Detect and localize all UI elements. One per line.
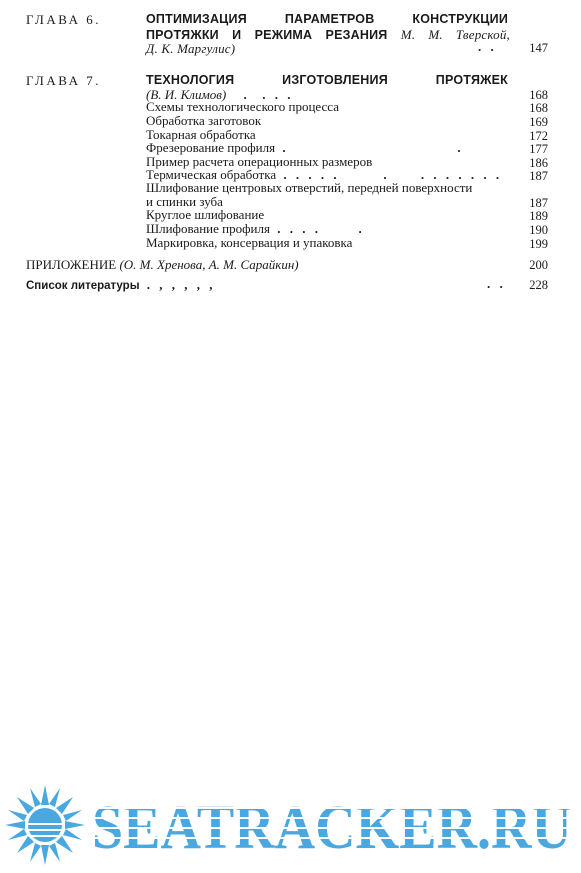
toc-entry-page: 190 [529, 223, 548, 237]
toc-entry: Обработка заготовок [146, 113, 262, 128]
chapter-7-label: ГЛАВА 7. [26, 73, 101, 88]
toc-entry-page: 177 [529, 142, 548, 156]
chapter-7-page: 168 [529, 88, 548, 102]
toc-entry-text: Фрезерование профиля [146, 140, 276, 155]
toc-entry-page: 187 [529, 196, 548, 210]
watermark-text: SEATRACKER.RU [92, 794, 572, 862]
appendix-page: 200 [529, 258, 548, 272]
leader-dots: . . [478, 39, 497, 54]
references-row [26, 277, 215, 293]
toc-entry: Шлифование центровых отверстий, передней поверхности [146, 180, 473, 195]
chapter-6-title-line3 [146, 41, 235, 57]
references-label: Список литературы [26, 280, 140, 292]
leader-dots: . . . . . [277, 221, 365, 236]
toc-entry-page: 199 [529, 237, 548, 251]
references-page: 228 [529, 278, 548, 292]
toc-entry-text: Шлифование профиля [146, 221, 270, 236]
toc-entry [146, 222, 365, 236]
toc-entry: Пример расчета операционных размеров [146, 154, 373, 169]
chapter-6-page: 147 [529, 41, 548, 55]
toc-entry-page: 172 [529, 129, 548, 143]
leader-dots: . . . . [243, 87, 294, 102]
leader-dots: . . [487, 276, 506, 291]
toc-entry-page: 168 [529, 101, 548, 115]
appendix-authors: (О. М. Хренова, А. М. Сарайкин) [119, 257, 299, 272]
leader-dots: . , , , , , [146, 277, 216, 292]
toc-entry-page: 187 [529, 169, 548, 183]
chapter-6-title-bold: ПРОТЯЖКИ И РЕЖИМА РЕЗАНИЯ [146, 28, 388, 42]
toc-entry-page: 186 [529, 156, 548, 170]
watermark [0, 778, 581, 868]
toc-entry: Круглое шлифование [146, 207, 265, 222]
appendix-label: ПРИЛОЖЕНИЕ [26, 257, 117, 272]
chapter-7-author: (В. И. Климов) [146, 87, 227, 102]
sun-icon [5, 785, 85, 865]
chapter-6-label: ГЛАВА 6. [26, 12, 101, 27]
toc-entry: и спинки зуба [146, 194, 223, 209]
leader-dots: . . [282, 140, 464, 155]
chapter-6-author-1: М. М. Тверской, [400, 27, 510, 42]
toc-entry: Токарная обработка [146, 127, 256, 142]
toc-entry-text: Термическая обработка [146, 167, 277, 182]
toc-entry: Маркировка, консервация и упаковка [146, 235, 353, 250]
watermark-graphic [0, 778, 581, 868]
chapter-7-title: ТЕХНОЛОГИЯ ИЗГОТОВЛЕНИЯ ПРОТЯЖЕК [146, 73, 508, 87]
toc-entry [146, 141, 464, 155]
toc-entry: Схемы технологического процесса [146, 99, 339, 114]
appendix-row [26, 257, 299, 273]
toc-entry-page: 189 [529, 209, 548, 223]
chapter-6-author-2: Д. К. Маргулис) [146, 41, 236, 56]
toc-entry-page: 169 [529, 115, 548, 129]
chapter-6-title-line1: ОПТИМИЗАЦИЯ ПАРАМЕТРОВ КОНСТРУКЦИИ [146, 12, 508, 26]
leader-dots: . . . . . . . . . . . . . [283, 167, 503, 182]
